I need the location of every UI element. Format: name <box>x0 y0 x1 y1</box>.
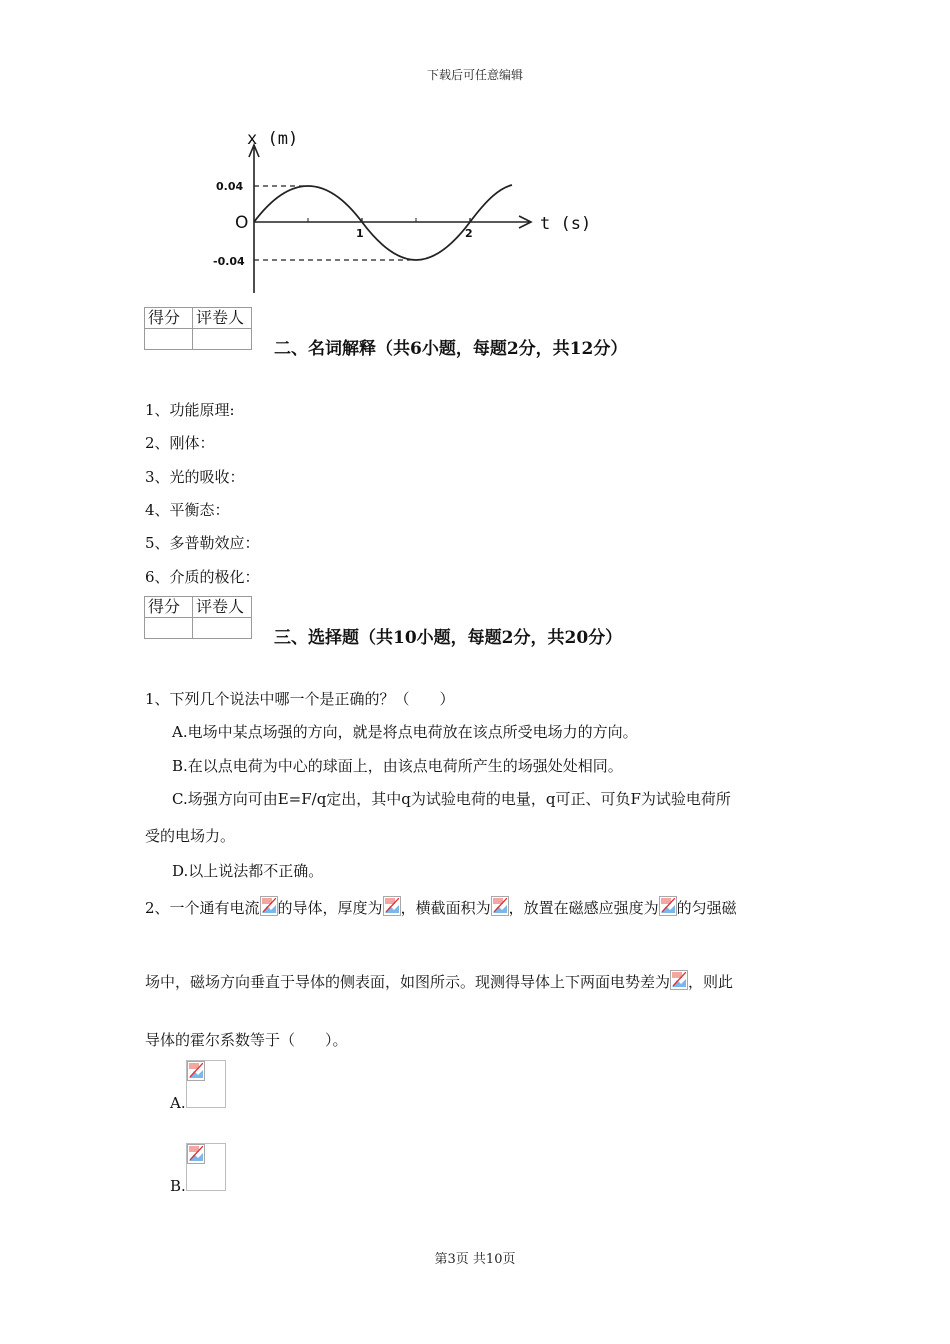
question-text: 场中，磁场方向垂直于导体的侧表面，如图所示。现测得导体上下两面电势差为 <box>145 973 671 991</box>
option-a-image-placeholder <box>186 1060 226 1108</box>
broken-image-icon <box>659 896 677 916</box>
score-cell <box>145 618 193 639</box>
broken-image-icon <box>187 1144 205 1164</box>
score-label: 得分 <box>145 308 193 329</box>
question-text: ，则此 <box>688 973 734 991</box>
score-table <box>144 596 252 639</box>
option-b: B.在以点电荷为中心的球面上，由该点电荷所产生的场强处处相同。 <box>172 757 623 775</box>
option-b-image-placeholder <box>186 1143 226 1191</box>
broken-image-icon <box>187 1061 205 1081</box>
grader-cell <box>193 329 252 350</box>
list-item: 1、功能原理: <box>145 401 235 419</box>
y-axis-label: x (m) <box>247 129 299 149</box>
option-d: D.以上说法都不正确。 <box>172 862 324 880</box>
option-b-label: B. <box>170 1177 186 1195</box>
list-item: 4、平衡态： <box>145 501 230 519</box>
question-text: 2、一个通有电流 <box>145 899 260 917</box>
origin-label: O <box>235 213 249 233</box>
y-tick-upper-label: 0.04 <box>216 180 244 193</box>
question-text: 的匀强磁 <box>676 899 737 917</box>
broken-image-icon <box>383 896 401 916</box>
page-number: 第3页 共10页 <box>434 1252 516 1267</box>
section-title: 三、选择题（共10小题，每题2分，共20分） <box>274 628 623 648</box>
section-title: 二、名词解释（共6小题，每题2分，共12分） <box>274 339 628 359</box>
list-item: 5、多普勒效应： <box>145 534 260 552</box>
question-text: ，横截面积为 <box>400 899 491 917</box>
grader-cell <box>193 618 252 639</box>
oscillation-graph <box>205 125 605 295</box>
broken-image-icon <box>260 896 278 916</box>
score-cell <box>145 329 193 350</box>
x-tick-2-label: 2 <box>465 227 473 240</box>
broken-image-icon <box>491 896 509 916</box>
list-item: 3、光的吸收： <box>145 468 245 486</box>
y-tick-lower-label: -0.04 <box>213 255 245 268</box>
question-stem-continued <box>145 970 733 992</box>
question-text: 的导体，厚度为 <box>277 899 383 917</box>
option-c-continued: 受的电场力。 <box>145 827 236 845</box>
x-axis-label: t (s) <box>540 214 592 234</box>
x-tick-1-label: 1 <box>356 227 364 240</box>
list-item: 2、刚体： <box>145 434 215 452</box>
option-a-label: A. <box>170 1094 186 1112</box>
question-stem <box>145 896 737 918</box>
score-label: 得分 <box>145 597 193 618</box>
broken-image-icon <box>670 970 688 990</box>
score-table <box>144 307 252 350</box>
page-header-note: 下载后可任意编辑 <box>426 68 523 82</box>
option-a: A.电场中某点场强的方向，就是将点电荷放在该点所受电场力的方向。 <box>172 723 638 741</box>
question-stem: 1、下列几个说法中哪一个是正确的？（ ） <box>145 690 455 708</box>
list-item: 6、介质的极化： <box>145 568 260 586</box>
grader-label: 评卷人 <box>193 308 252 329</box>
grader-label: 评卷人 <box>193 597 252 618</box>
question-text: ，放置在磁感应强度为 <box>508 899 659 917</box>
option-c: C.场强方向可由E=F/q定出，其中q为试验电荷的电量，q可正、可负F为试验电荷所 <box>172 790 731 808</box>
question-stem-continued: 导体的霍尔系数等于（ ）。 <box>145 1031 348 1049</box>
